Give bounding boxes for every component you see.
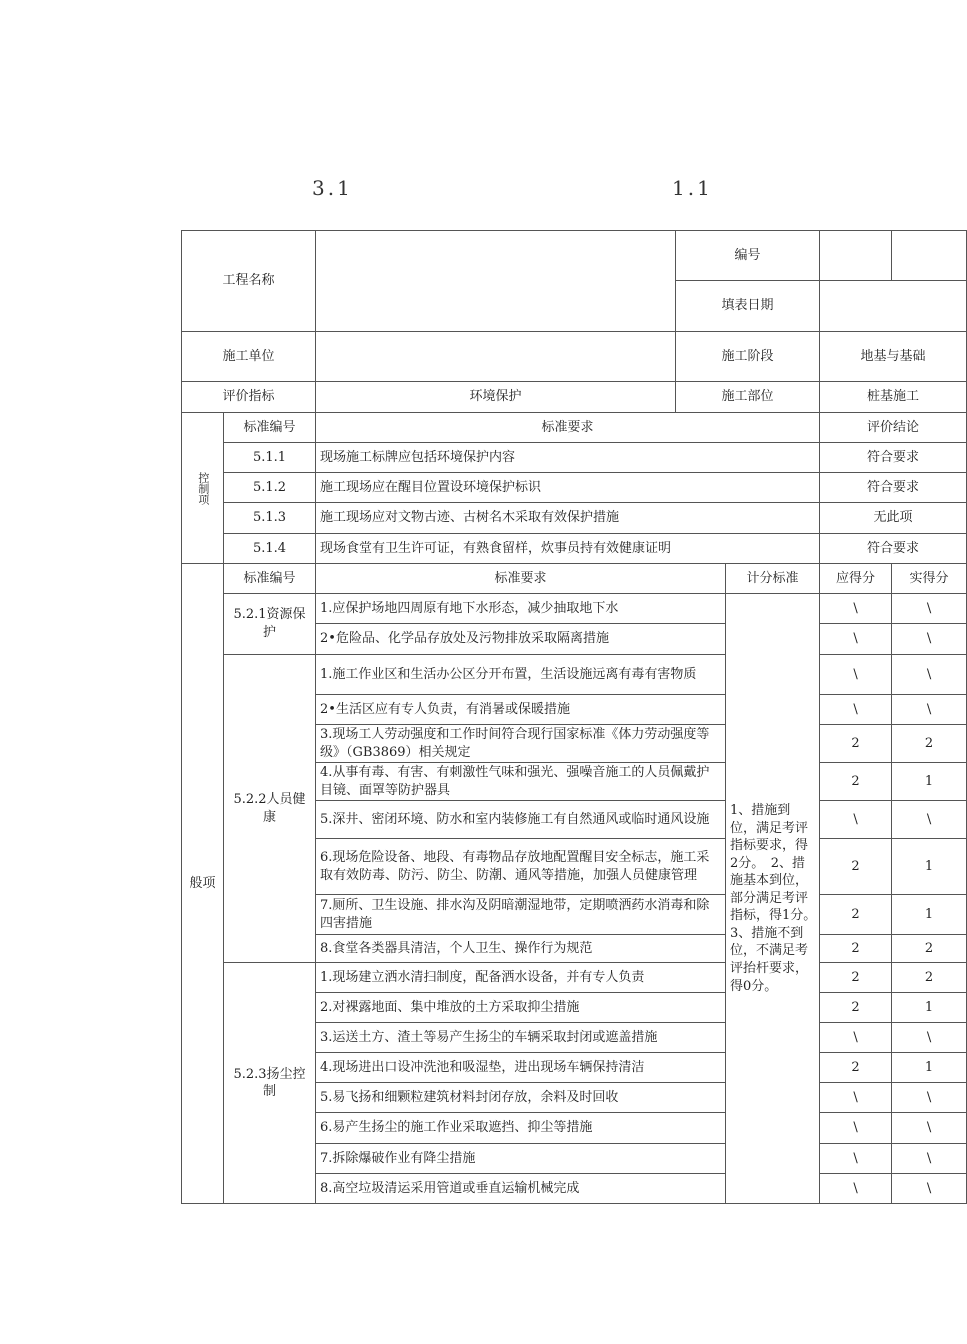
project-name-value[interactable] — [316, 231, 676, 332]
scoring-standard: 1、措施到位，满足考评指标要求，得2分。 2、措施基本到位，部分满足考评指标，得1分。 3、措施不到位，不满足考评抬杆要求，得0分。 — [726, 594, 820, 1204]
item-should: 2 — [820, 963, 892, 993]
item-should: \ — [820, 1174, 892, 1204]
item-req: 1.现场建立洒水清扫制度，配备洒水设备，并有专人负责 — [316, 963, 726, 993]
construction-stage-label: 施工阶段 — [676, 332, 820, 382]
fill-date-value[interactable] — [820, 281, 967, 332]
number-value-1[interactable] — [820, 231, 892, 281]
item-req: 2.对裸露地面、集中堆放的土方采取抑尘措施 — [316, 993, 726, 1023]
construction-unit-label: 施工单位 — [182, 332, 316, 382]
control-req: 施工现场应在醒目位置设环境保护标识 — [316, 473, 820, 503]
item-should: \ — [820, 1023, 892, 1053]
item-req: 1.施工作业区和生活办公区分开布置，生活设施远离有毒有害物质 — [316, 655, 726, 695]
item-actual: 2 — [892, 935, 967, 963]
item-should: \ — [820, 594, 892, 624]
general-col-std: 计分标准 — [726, 564, 820, 594]
control-section-label: 控制项 — [182, 413, 224, 564]
item-actual: 2 — [892, 963, 967, 993]
control-code: 5.1.3 — [224, 503, 316, 534]
control-req: 现场食堂有卫生许可证，有熟食留样，炊事员持有效健康证明 — [316, 534, 820, 564]
general-section-label: 般项 — [182, 564, 224, 1204]
item-req: 5.深井、密闭环境、防水和室内装修施工有自然通风或临时通风设施 — [316, 801, 726, 839]
number-label: 编号 — [676, 231, 820, 281]
control-code: 5.1.4 — [224, 534, 316, 564]
construction-stage-value: 地基与基础 — [820, 332, 967, 382]
general-col-should: 应得分 — [820, 564, 892, 594]
item-should: \ — [820, 695, 892, 725]
item-actual: 1 — [892, 993, 967, 1023]
item-should: \ — [820, 624, 892, 655]
group-code-dust: 5.2.3扬尘控制 — [224, 963, 316, 1204]
subsection-number: 1.1 — [672, 176, 713, 200]
general-col-code: 标准编号 — [224, 564, 316, 594]
item-actual: \ — [892, 1083, 967, 1113]
control-col-code: 标准编号 — [224, 413, 316, 443]
item-actual: \ — [892, 801, 967, 839]
item-req: 7.拆除爆破作业有降尘措施 — [316, 1144, 726, 1174]
group-code-health: 5.2.2人员健康 — [224, 655, 316, 963]
item-actual: \ — [892, 624, 967, 655]
item-req: 6.现场危险设备、地段、有毒物品存放地配置醒目安全标志，施工采取有效防毒、防污、防尘、防潮、通风等措施，加强人员健康管理 — [316, 839, 726, 895]
control-result: 符合要求 — [820, 443, 967, 473]
item-actual: \ — [892, 655, 967, 695]
item-actual: \ — [892, 1023, 967, 1053]
item-actual: 1 — [892, 763, 967, 801]
item-should: 2 — [820, 1053, 892, 1083]
control-result: 符合要求 — [820, 534, 967, 564]
control-code: 5.1.2 — [224, 473, 316, 503]
control-code: 5.1.1 — [224, 443, 316, 473]
item-req: 2•危险品、化学品存放处及污物排放采取隔离措施 — [316, 624, 726, 655]
general-col-req: 标准要求 — [316, 564, 726, 594]
item-actual: 1 — [892, 1053, 967, 1083]
item-req: 8.高空垃圾清运采用管道或垂直运输机械完成 — [316, 1174, 726, 1204]
construction-part-label: 施工部位 — [676, 382, 820, 413]
item-should: \ — [820, 1113, 892, 1144]
item-req: 7.厕所、卫生设施、排水沟及阴暗潮湿地带，定期喷洒药水消毒和除四害措施 — [316, 895, 726, 935]
number-value-2[interactable] — [892, 231, 967, 281]
control-result: 无此项 — [820, 503, 967, 534]
item-should: 2 — [820, 839, 892, 895]
construction-part-value: 桩基施工 — [820, 382, 967, 413]
item-should: \ — [820, 1083, 892, 1113]
item-req: 8.食堂各类器具清洁，个人卫生、操作行为规范 — [316, 935, 726, 963]
item-req: 1.应保护场地四周原有地下水形态，减少抽取地下水 — [316, 594, 726, 624]
section-number: 3.1 — [312, 176, 353, 200]
item-should: 2 — [820, 993, 892, 1023]
item-should: 2 — [820, 935, 892, 963]
item-req: 3.现场工人劳动强度和工作时间符合现行国家标准《体力劳动强度等级》（GB3869）相关规定 — [316, 725, 726, 763]
item-should: \ — [820, 801, 892, 839]
item-req: 6.易产生扬尘的施工作业采取遮挡、抑尘等措施 — [316, 1113, 726, 1144]
evaluation-form-table — [181, 230, 967, 1204]
item-should: 2 — [820, 763, 892, 801]
item-should: 2 — [820, 725, 892, 763]
item-req: 4.从事有毒、有害、有刺激性气味和强光、强噪音施工的人员佩戴护目镜、面罩等防护器具 — [316, 763, 726, 801]
item-actual: \ — [892, 594, 967, 624]
item-should: \ — [820, 1144, 892, 1174]
control-req: 施工现场应对文物古迹、古树名木采取有效保护措施 — [316, 503, 820, 534]
item-actual: \ — [892, 695, 967, 725]
project-name-label: 工程名称 — [182, 231, 316, 332]
construction-unit-value[interactable] — [316, 332, 676, 382]
item-actual: 2 — [892, 725, 967, 763]
item-should: 2 — [820, 895, 892, 935]
item-req: 2•生活区应有专人负责，有消暑或保暖措施 — [316, 695, 726, 725]
control-result: 符合要求 — [820, 473, 967, 503]
item-actual: 1 — [892, 895, 967, 935]
item-actual: 1 — [892, 839, 967, 895]
control-req: 现场施工标牌应包括环境保护内容 — [316, 443, 820, 473]
item-req: 5.易飞扬和细颗粒建筑材料封闭存放，余料及时回收 — [316, 1083, 726, 1113]
general-col-actual: 实得分 — [892, 564, 967, 594]
item-actual: \ — [892, 1144, 967, 1174]
control-col-result: 评价结论 — [820, 413, 967, 443]
group-code-resource: 5.2.1资源保护 — [224, 594, 316, 655]
item-req: 4.现场进出口设冲洗池和吸湿垫，进出现场车辆保持清洁 — [316, 1053, 726, 1083]
item-actual: \ — [892, 1113, 967, 1144]
fill-date-label: 填表日期 — [676, 281, 820, 332]
eval-index-label: 评价指标 — [182, 382, 316, 413]
eval-index-value: 环境保护 — [316, 382, 676, 413]
item-actual: \ — [892, 1174, 967, 1204]
control-col-req: 标准要求 — [316, 413, 820, 443]
item-should: \ — [820, 655, 892, 695]
item-req: 3.运送土方、渣土等易产生扬尘的车辆采取封闭或遮盖措施 — [316, 1023, 726, 1053]
